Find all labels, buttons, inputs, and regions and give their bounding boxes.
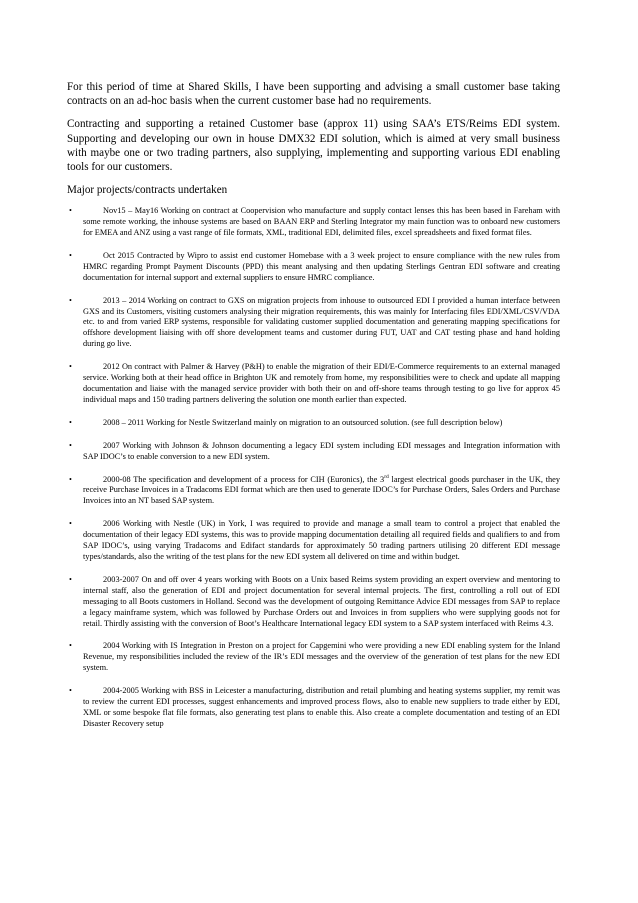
list-item — [67, 519, 560, 563]
project-text-before: 2000-08 The specification and development of a process for CIH (Euronics), the 3 — [103, 474, 385, 484]
list-item — [67, 475, 560, 508]
bullet-icon: • — [69, 250, 72, 260]
bullet-icon: • — [69, 519, 72, 529]
bullet-icon: • — [69, 295, 72, 305]
project-text: 2003-2007 On and off over 4 years working with Boots on a Unix based Reims system providing an expert overview and mentoring to internal staff, also the generation of EDI and project documentation for several internal projects. The first, controlling a roll out of EDI messaging to all Boots customers in Holland. Second was the development of outgoing Remittance Advice EDI messages from SAP to replace a legacy mainframe system, which was followed by Purchase Orders out and Invoices in from suppliers who were supplying goods not for retail. Thirdly assisting with the conversion of Boot’s Healthcare International legacy EDI system to a SAP system interfaced with Reims 4.3. — [83, 574, 560, 628]
intro-paragraph-1: For this period of time at Shared Skills, I have been supporting and advising a small customer base taking contracts on an ad-hoc basis when the current customer base had no requirements. — [67, 81, 560, 108]
list-item — [67, 296, 560, 351]
bullet-icon: • — [69, 641, 72, 651]
bullet-icon: • — [69, 440, 72, 450]
bullet-icon: • — [69, 686, 72, 696]
project-text: 2012 On contract with Palmer & Harvey (P&H) to enable the migration of their EDI/E-Commerce requirements to an external managed service. Working both at their head office in Brighton UK and remotely from home, my responsibilities were to check and update all mapping documentation and liaise with the managed service provider with both their on and off-shore teams through testing to go live for approx 45 individual maps and 150 trading partners delivering the solution one month earlier than expected. — [83, 362, 560, 404]
document-page — [67, 80, 560, 742]
project-text: Nov15 – May16 Working on contract at Coopervision who manufacture and supply contact lenses this has been based in Fareham with some remote working, the inhouse systems are based on BAAN ERP and Sterling Integrator my main function was to onboard new customers for EMEA and ANZ using a vast range of file formats, XML, traditional EDI, delimited files, excel spreadsheets and fixed format files. — [83, 206, 560, 238]
list-item — [67, 362, 560, 406]
bullet-icon: • — [69, 206, 72, 216]
intro-paragraph-2: Contracting and supporting a retained Customer base (approx 11) using SAA’s ETS/Reims EDI system. Supporting and developing our own in house DMX32 EDI solution, which is aimed at very small business with maybe one or two trading partners, also supplying, implementing and supporting various EDI enabling tools for our customers. — [67, 118, 560, 174]
list-item — [67, 251, 560, 284]
project-text: 2004 Working with IS Integration in Preston on a project for Capgemini who were providing a new EDI enabling system for the Inland Revenue, my responsibilities included the review of the IR’s EDI messages and the overview of the generation of test plans for the new EDI system. — [83, 641, 560, 673]
bullet-icon: • — [69, 417, 72, 427]
list-item — [67, 575, 560, 630]
list-item — [67, 641, 560, 674]
project-text-after: largest electrical goods purchaser in the UK, they receive Purchase Invoices in a Tradacoms EDI format which are then used to generate IDOC’s for Purchase Orders, Sales Orders and Purchase Invoices into an NT based SAP system. — [83, 474, 560, 506]
project-text: 2013 – 2014 Working on contract to GXS on migration projects from inhouse to outsourced EDI I provided a human interface between GXS and its Customers, visiting customers analysing their migration requirements, this was mainly for Interfacing files EDI/XML/CSV/VDA etc. to and from varied ERP systems, responsible for validating customer supplied documentation and generating mapping specifications for offshore development liaising with off shore development teams and customer during FUT, UAT and CAT testing phase and hand holding during go live. — [83, 295, 560, 349]
projects-list — [67, 206, 560, 730]
project-text: 2008 – 2011 Working for Nestle Switzerland mainly on migration to an outsourced solution. (see full description below) — [103, 417, 503, 427]
list-item — [67, 441, 560, 463]
bullet-icon: • — [69, 574, 72, 584]
project-text: 2006 Working with Nestle (UK) in York, I was required to provide and manage a small team to control a project that enabled the documentation of their legacy EDI systems, this was to provide mapping documentation detailing all required fields and qualifiers to and from SAP IDOC’s, using varying Tradacoms and Edifact standards for approximately 50 trading partners utilising 20 different EDI message types/standards, also the writing of the test plans for the new EDI system all delivered on time and within budget. — [83, 519, 560, 561]
bullet-icon: • — [69, 474, 72, 484]
projects-heading: Major projects/contracts undertaken — [67, 184, 228, 197]
bullet-icon: • — [69, 362, 72, 372]
project-text: 2004-2005 Working with BSS in Leicester a manufacturing, distribution and retail plumbing and heating systems supplier, my remit was to review the current EDI processes, suggest enhancements and improved process flows, also to enable new suppliers to trade either by EDI, XML or some bespoke flat file formats, also generating test plans to enable this. Also create a complete documentation and testing of an EDI Disaster Recovery setup — [83, 686, 560, 728]
list-item — [67, 206, 560, 239]
list-item — [67, 686, 560, 730]
ordinal-suffix: rd — [384, 473, 389, 480]
list-item — [67, 418, 560, 429]
project-text: Oct 2015 Contracted by Wipro to assist end customer Homebase with a 3 week project to ensure compliance with the new rules from HMRC regarding Prompt Payment Discounts (PPD) this meant analysing and then updating Sterlings Gentran EDI software and creating documentation for internal support and external suppliers to ensure HMRC compliance. — [83, 250, 560, 282]
project-text: 2007 Working with Johnson & Johnson documenting a legacy EDI system including EDI messages and Integration information with SAP IDOC’s to enable conversion to a new EDI system. — [83, 440, 560, 461]
